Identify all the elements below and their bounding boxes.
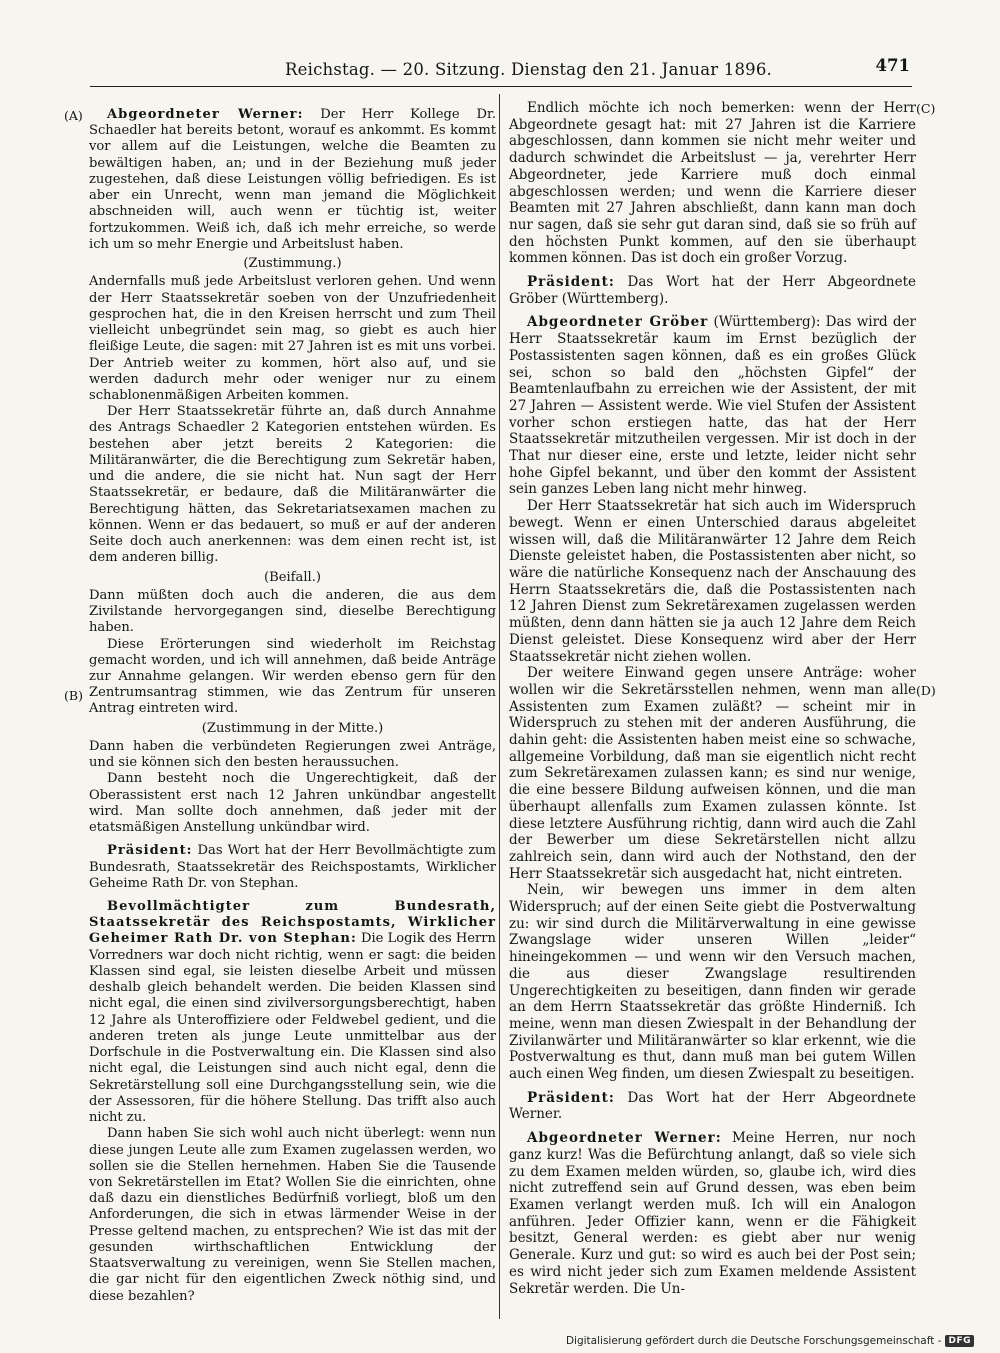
text-paragraph: Dann haben die verbündeten Regierungen zwei Anträge, und sie können sich den besten heraussuchen. xyxy=(89,738,496,771)
speaker-name: Abgeordneter Werner: xyxy=(107,107,304,122)
text-paragraph: Der weitere Einwand gegen unsere Anträge: woher wollen wir die Sekretärsstellen nehmen, wenn man alle Assistenten zum Examen zuläßt? — scheint mir in Widerspruch zu stehen mit der anderen Ausführung, die dahin geht: die Assistenten haben meist eine so schwache, allgemeine Vorbildung, daß man sie eigentlich nicht recht zum Sekretärexamen zulassen kann; es sind nur wenige, die eine bessere Bildung aufweisen können, und die man überhaupt allenfalls zum Examen zulassen könnte. Ist diese letztere Ausführung richtig, dann wird auch die Zahl der Bewerber um diese Sekretärstellen nicht allzu zahlreich sein, dann wird auch der Nothstand, den der Herr Staatssekretär sich ausgedacht hat, nicht eintreten. xyxy=(509,665,916,882)
speaker-name: Präsident: xyxy=(527,1089,615,1106)
running-title: Reichstag. — 20. Sitzung. Dienstag den 21. Januar 1896. xyxy=(285,60,772,79)
speaker-name: Präsident: xyxy=(527,274,615,291)
dfg-logo: DFG xyxy=(945,1335,974,1347)
interjection: (Beifall.) xyxy=(264,569,321,585)
speech-text: (Württemberg): Das wird der Herr Staatssekretär kaum im Ernst bezüglich der Postassistenten sagen können, daß es ein großes Glück sei, schon so bald den „höchsten Gipfel“ der Beamtenlaufbahn zu erreichen wie der Assistent, der mit 27 Jahren — Assistent werde. Wie viel Stufen der Assistent vorher schon erstiegen hatte, das hat der Herr Staatssekretär mitzutheilen vergessen. Mir ist doch in der That nur dieser eine, erste und letzte, leider nicht sehr hohe Gipfel bekannt, und über den kommt der Assistent sein ganzes Leben lang nicht mehr hinweg. xyxy=(509,314,916,498)
column-divider xyxy=(499,94,500,1319)
speech-paragraph xyxy=(89,843,496,892)
page-header xyxy=(90,56,910,86)
speech-text: Das Wort hat der Herr Abgeordnete Gröber (Württemberg). xyxy=(509,274,916,307)
speech-text: Das Wort hat der Herr Bevollmächtigte zum Bundesrath, Staatssekretär des Reichspostamts, Wirklicher Geheime Rath Dr. von Stephan. xyxy=(89,843,496,891)
interjection: (Zustimmung in der Mitte.) xyxy=(201,720,384,736)
speaker-name: Präsident: xyxy=(107,843,193,859)
speech-paragraph xyxy=(89,107,496,253)
speech-text: Das Wort hat der Herr Abgeordnete Werner. xyxy=(509,1089,916,1123)
left-text-column xyxy=(89,100,496,1305)
text-paragraph: Dann haben Sie sich wohl auch nicht überlegt: wenn nun diese jungen Leute alle zum Examen zugelassen werden, wo sollen sie die Stellen hernehmen. Haben Sie die Tausende von Sekretärstellen im Etat? Wollen Sie die einrichten, ohne daß dazu ein dienstliches Bedürfniß vorliegt, bloß um den Anforderungen, die sich in etwas lärmender Weise in der Presse geltend machen, zu entsprechen? Wie ist das mit der gesunden wirthschaftlichen Entwicklung der Staatsverwaltung zu vereinigen, wenn Sie Stellen machen, die gar nicht für den eigentlichen Zweck nöthig sind, und diese bezahlen? xyxy=(89,1126,496,1304)
margin-mark-c: (C) xyxy=(916,101,936,116)
speaker-name: Bevollmächtigter zum Bundesrath, Staatssekretär des Reichspostamts, Wirklicher Geheimer Rath Dr. von Stephan: xyxy=(89,899,496,947)
speaker-name: Abgeordneter Werner: xyxy=(527,1130,722,1147)
speaker-name: Abgeordneter Gröber xyxy=(527,314,709,331)
text-paragraph: Nein, wir bewegen uns immer in dem alten Widerspruch; auf der einen Seite giebt die Postverwaltung zu: wir sind durch die Militärverwaltung in eine gewisse Zwangslage wider unseren Willen „leider“ hineingekommen — und wenn wir den Versuch machen, die aus dieser Zwangslage resultirenden Ungerechtigkeiten zu beseitigen, dann finden wir gerade an dem Herrn Staatssekretär das größte Hinderniß. Ich meine, wenn man diesen Zwiespalt in der Behandlung der Zivilanwärter und Militäranwärter so klar erkennt, wie die Postverwaltung es thut, dann muß man bei gutem Willen auch einen Weg finden, um diesen Zwiespalt zu beseitigen. xyxy=(509,882,916,1083)
speech-paragraph xyxy=(509,1090,916,1123)
margin-mark-b: (B) xyxy=(64,688,83,703)
speech-paragraph xyxy=(509,314,916,498)
speech-paragraph xyxy=(509,1130,916,1297)
text-paragraph: Endlich möchte ich noch bemerken: wenn der Herr Abgeordnete gesagt hat: mit 27 Jahren ist die Karriere abgeschlossen, dann kommen sie nicht mehr weiter und dadurch schwindet die Arbeitslust — ja, verehrter Herr Abgeordneter, jede Karriere muß doch einmal abgeschlossen werden; und wenn die Karriere dieser Beamten mit 27 Jahren abschließt, dann kann man doch nur sagen, daß sie sehr gut daran sind, daß sie so früh auf den höchsten Punkt kommen, auf den sie überhaupt kommen können. Das ist doch ein großer Vorzug. xyxy=(509,100,916,267)
text-paragraph: Der Herr Staatssekretär führte an, daß durch Annahme des Antrags Schaedler 2 Kategorien entstehen würden. Es bestehen aber jetzt bereits 2 Kategorien: die Militäranwärter, die die Berechtigung zum Sekretär haben, und die andere, die sie nicht hat. Nun sagt der Herr Staatssekretär, er bedaure, daß die Militäranwärter die Berechtigung hätten, das Sekretariatsexamen machen zu können. Wenn er das bedauert, so muß er auf der anderen Seite doch auch anerkennen: was dem einen recht ist, ist dem anderen billig. xyxy=(89,404,496,566)
speech-text: Der Herr Kollege Dr. Schaedler hat bereits betont, worauf es ankommt. Es kommt vor allem auf die Leistungen, welche die Beamten zu bewältigen haben, an; und in der Beziehung muß jeder zugestehen, daß diese Leistungen völlig befriedigen. Es ist aber ein Unrecht, wenn man jemand die Möglichkeit abschneiden will, auch wenn er tüchtig ist, weiter fortzukommen. Weiß ich, daß ich mehr erreiche, so werde ich um so mehr Energie und Arbeitslust haben. xyxy=(89,107,496,252)
text-paragraph: Andernfalls muß jede Arbeitslust verloren gehen. Und wenn der Herr Staatssekretär soeben von der Unzufriedenheit gesprochen hat, die in den Kreisen herrscht und zum Theil vielleicht unbegründet sein mag, so giebt es auch hier fleißige Leute, die sagen: mit 27 Jahren ist es mit uns vorbei. Der Antrieb weiter zu kommen, hört also auf, und sie werden dadurch mehr oder weniger nur zu einem schablonenmäßigen Arbeiten kommen. xyxy=(89,274,496,403)
right-text-column xyxy=(509,100,916,1297)
footer-credit xyxy=(566,1335,974,1347)
margin-mark-d: (D) xyxy=(916,683,936,698)
text-paragraph: Dann müßten doch auch die anderen, die aus dem Zivilstande hervorgegangen sind, dieselbe Berechtigung haben. xyxy=(89,587,496,636)
speech-paragraph xyxy=(509,274,916,307)
header-rule xyxy=(90,86,912,87)
text-paragraph: Der Herr Staatssekretär hat sich auch im Widerspruch bewegt. Wenn er einen Unterschied daraus abgeleitet wissen will, daß die Militäranwärter 12 Jahre dem Reich Dienste geleistet haben, die Postassistenten aber nicht, so wäre die natürliche Konsequenz nach der Anschauung des Herrn Staatssekretärs die, daß die Postassistenten nach 12 Jahren Dienst zum Sekretärexamen zugelassen werden müßten, denn dann hätten sie ja auch 12 Jahre dem Reich Dienst geleistet. Diese Konsequenz wird aber der Herr Staatssekretär nicht ziehen wollen. xyxy=(509,498,916,665)
speech-paragraph xyxy=(89,899,496,1126)
page-number: 471 xyxy=(875,56,910,75)
speech-text: Die Logik des Herrn Vorredners war doch nicht richtig, wenn er sagt: die beiden Klassen sind egal, sie leisten dieselbe Arbeit und müssen deshalb gleich behandelt werden. Die beiden Klassen sind nicht egal, die einen sind zivilversorgungsberechtigt, haben 12 Jahre als Unteroffiziere oder Feldwebel gedient, und die anderen treten als junge Leute unmittelbar aus der Dorfschule in die Postverwaltung ein. Die Klassen sind also nicht egal, die Leistungen sind auch nicht egal, denn die Sekretärstellung soll eine Durchgangsstellung sein, wie die der Assessoren, für die höhere Stellung. Das trifft also auch nicht zu. xyxy=(89,931,496,1126)
text-paragraph: Diese Erörterungen sind wiederholt im Reichstag gemacht worden, und ich will annehmen, daß beide Anträge zur Annahme gelangen. Wir werden ebenso gern für den Zentrumsantrag stimmen, wie das Zentrum für unseren Antrag eintreten wird. xyxy=(89,636,496,717)
margin-mark-a: (A) xyxy=(64,108,83,123)
footer-text: Digitalisierung gefördert durch die Deutsche Forschungsgemeinschaft - xyxy=(565,1335,942,1347)
speech-text: Meine Herren, nur noch ganz kurz! Was die Befürchtung anlangt, daß so viele sich zu dem Examen melden würden, so, glaube ich, wird dies nicht zutreffend sein auf Grund dessen, was eben beim Examen verlangt werden muß. Ich will ein Analogon anführen. Jeder Offizier kann, wenn er die Fähigkeit besitzt, General werden: es giebt aber nur wenig Generale. Kurz und gut: so wird es auch bei der Post sein; es wird nicht jeder sich zum Examen meldende Assistent Sekretär werden. Die Un- xyxy=(509,1130,916,1297)
text-paragraph: Dann besteht noch die Ungerechtigkeit, daß der Oberassistent erst nach 12 Jahren unkündbar angestellt wird. Man sollte doch annehmen, daß jeder mit der etatsmäßigen Anstellung unkündbar wird. xyxy=(89,771,496,836)
interjection: (Zustimmung.) xyxy=(243,256,342,272)
